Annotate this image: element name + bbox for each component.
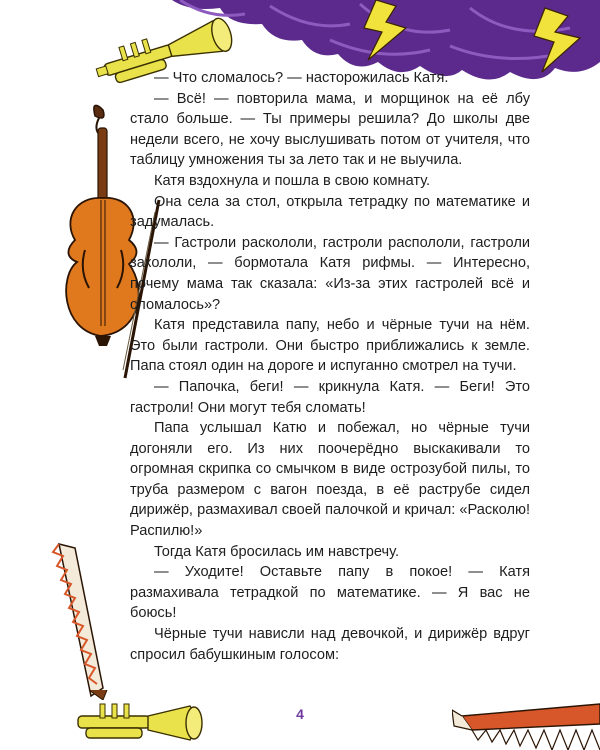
- paragraph: Тогда Катя бросилась им навстречу.: [154, 543, 400, 560]
- page-number: 4: [296, 706, 304, 722]
- story-text: [130, 68, 530, 665]
- paragraph: — Папочка, беги! — крикнула Катя. — Беги! Это гастроли! Они могут тебя сломать!: [130, 378, 530, 416]
- paragraph: Папа услышал Катю и побежал, но чёрные тучи догоняли его. Из них поочерёдно выскакивали то огромная скрипка со смычком в виде острозубой пилы, то труба размером с вагон поезда, в её раструбе сидел дирижёр, размахивал своей палочкой и кричал: «Расколю! Распилю!»: [130, 420, 530, 540]
- paragraph: — Уходите! Оставьте папу в покое! — Катя размахивала тетрадкой по математике. — Я вас не боюсь!: [130, 564, 530, 622]
- paragraph: Катя представила папу, небо и чёрные тучи на нём. Это были гастроли. Они быстро приближались к земле. Папа стоял один на дороге и испуганно смотрел на тучи.: [130, 317, 530, 375]
- paragraph: Чёрные тучи нависли над девочкой, и дирижёр вдруг спросил бабушкиным голосом:: [130, 626, 530, 663]
- paragraph: — Что сломалось? — насторожилась Катя.: [154, 70, 449, 86]
- paragraph: — Гастроли раскололи, гастроли распололи, гастроли закололи, — бормотала Катя рифмы. — Интересно, почему мама так сказала: «Из-за этих гастролей всё и сломалось»?: [130, 234, 530, 313]
- paragraph: — Всё! — повторила мама, и морщинок на её лбу стало больше. — Ты примеры решила? До школы две недели всего, не хочу выслушивать потом от учителя, что таблицу умножения ты за лето так и не выучила.: [130, 90, 530, 169]
- paragraph: Катя вздохнула и пошла в свою комнату.: [154, 172, 431, 189]
- paragraph: Она села за стол, открыла тетрадку по математике и задумалась.: [130, 193, 530, 231]
- saw-icon: [45, 540, 115, 700]
